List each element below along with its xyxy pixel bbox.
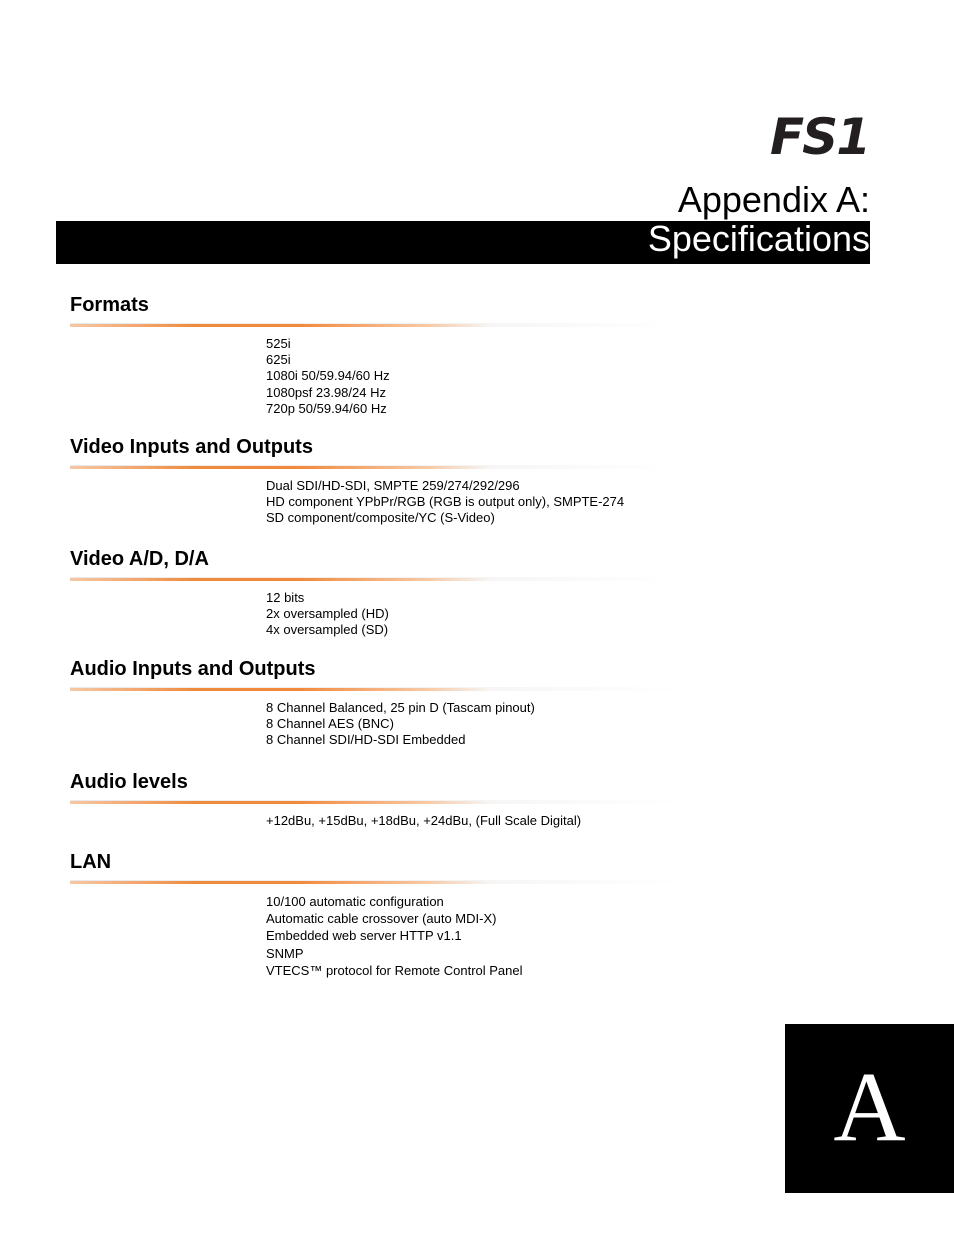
section-video-ad-da: [70, 547, 690, 639]
section-video-inputs-outputs: [70, 435, 690, 527]
spec-item: 525i: [266, 336, 291, 351]
spec-list: [266, 336, 690, 417]
spec-item: Embedded web server HTTP v1.1: [266, 928, 462, 944]
spec-list: [266, 478, 690, 527]
spec-item: Automatic cable crossover (auto MDI-X): [266, 911, 497, 927]
section-heading: Video A/D, D/A: [70, 548, 209, 570]
spec-item: Dual SDI/HD-SDI, SMPTE 259/274/292/296: [266, 478, 520, 493]
spec-item: SNMP: [266, 945, 304, 961]
spec-item: 8 Channel Balanced, 25 pin D (Tascam pinout): [266, 700, 535, 715]
spec-list: [266, 893, 690, 979]
section-audio-levels: [70, 770, 690, 829]
page-title-line-1: Appendix A:: [677, 179, 870, 220]
spec-item: 4x oversampled (SD): [266, 622, 389, 638]
spec-list: [266, 813, 690, 829]
section-heading: Audio levels: [70, 771, 188, 793]
section-divider: [70, 321, 682, 330]
chapter-letter: A: [833, 1051, 906, 1162]
section-heading: Formats: [70, 294, 149, 316]
section-divider: [70, 798, 682, 807]
spec-item: +12dBu, +15dBu, +18dBu, +24dBu, (Full Scale Digital): [266, 813, 582, 828]
section-audio-inputs-outputs: [70, 657, 690, 749]
fs1-logo: FS1: [770, 108, 869, 166]
section-heading: Video Inputs and Outputs: [70, 436, 313, 458]
section-heading: LAN: [70, 851, 112, 873]
spec-item: 2x oversampled (HD): [266, 606, 389, 622]
section-formats: [70, 293, 690, 417]
spec-item: 1080psf 23.98/24 Hz: [266, 384, 386, 400]
chapter-tab: [785, 1024, 954, 1193]
section-lan: [70, 850, 690, 979]
section-divider: [70, 463, 682, 472]
spec-list: [266, 590, 690, 639]
section-heading: Audio Inputs and Outputs: [70, 658, 316, 680]
spec-item: 625i: [266, 352, 291, 368]
section-divider: [70, 878, 682, 887]
spec-item: SD component/composite/YC (S-Video): [266, 510, 495, 526]
spec-item: 720p 50/59.94/60 Hz: [266, 400, 387, 416]
spec-item: 10/100 automatic configuration: [266, 894, 444, 909]
spec-item: HD component YPbPr/RGB (RGB is output only), SMPTE-274: [266, 494, 625, 510]
spec-item: 8 Channel SDI/HD-SDI Embedded: [266, 732, 466, 748]
spec-item: 8 Channel AES (BNC): [266, 716, 394, 732]
spec-item: VTECS™ protocol for Remote Control Panel: [266, 962, 523, 978]
section-divider: [70, 685, 682, 694]
page-title-line-2: Specifications: [647, 218, 870, 259]
spec-item: 1080i 50/59.94/60 Hz: [266, 368, 390, 384]
section-divider: [70, 575, 682, 584]
spec-item: 12 bits: [266, 590, 305, 605]
spec-list: [266, 700, 690, 749]
